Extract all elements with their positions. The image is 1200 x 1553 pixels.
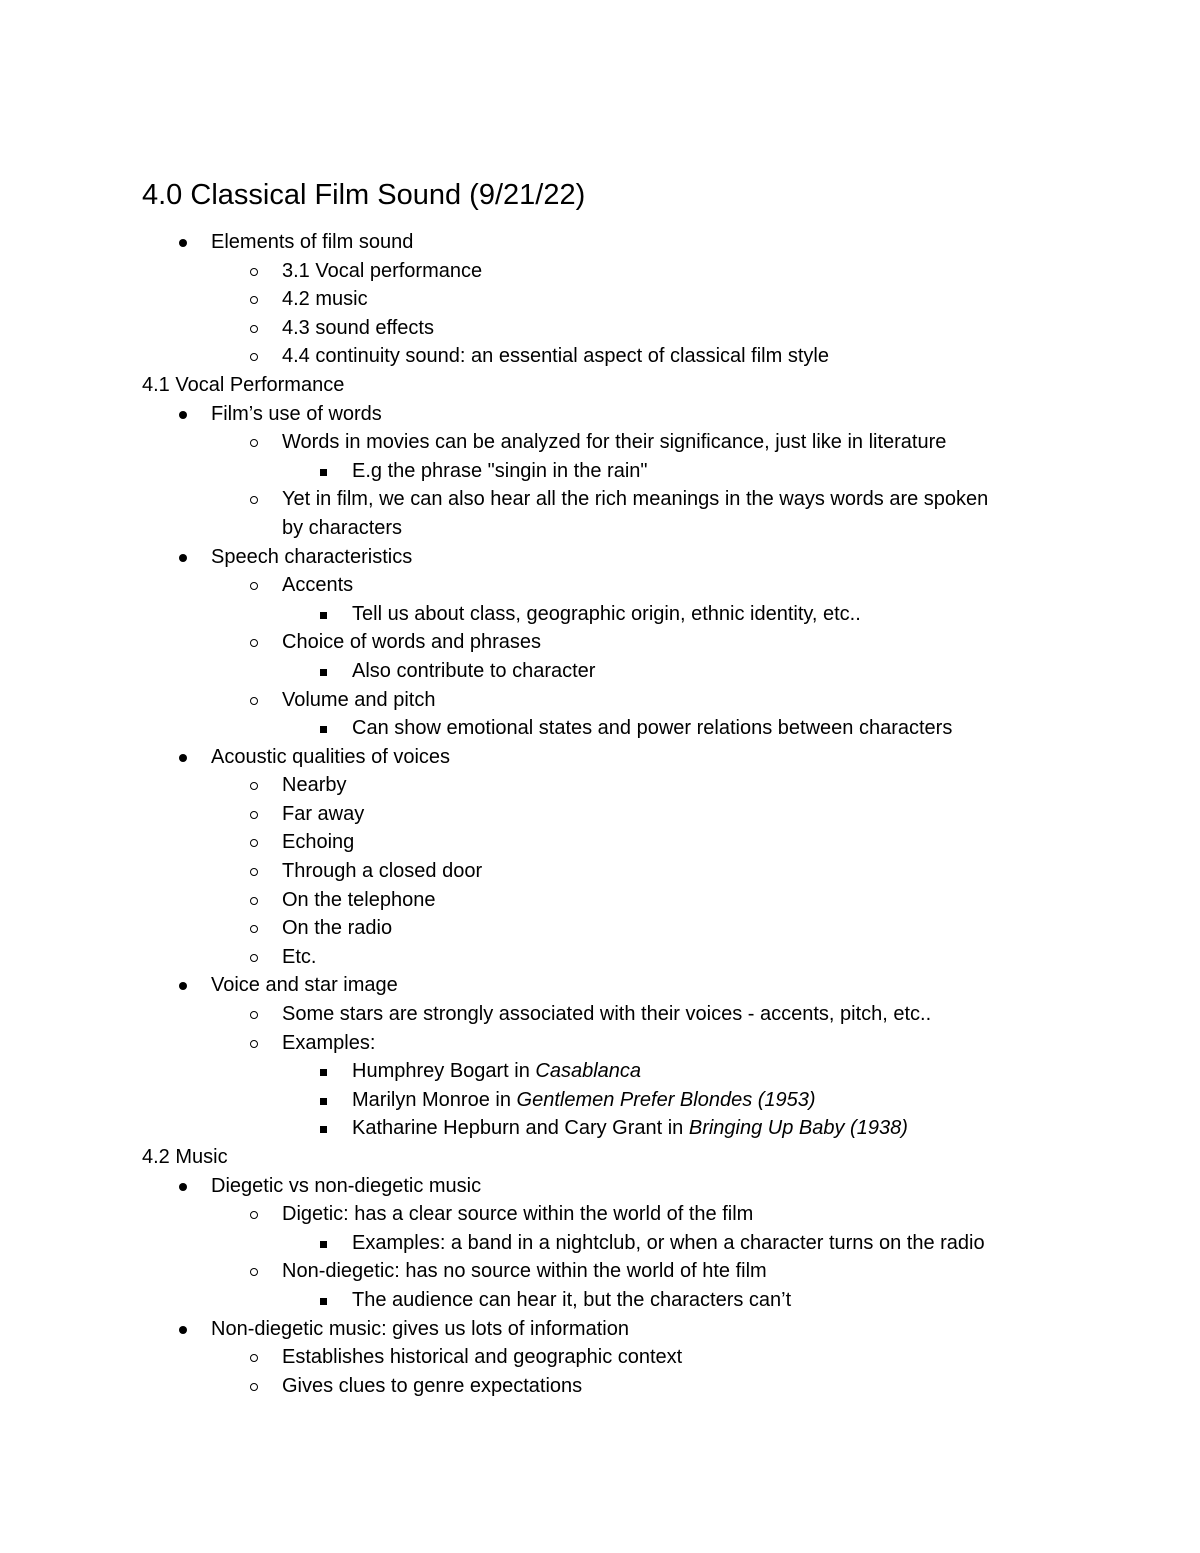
list-item-text bbox=[282, 628, 541, 657]
list-item bbox=[0, 400, 1200, 429]
list-item bbox=[0, 543, 1200, 572]
disc-bullet-icon bbox=[177, 543, 191, 572]
list-item bbox=[0, 743, 1200, 772]
square-bullet-icon bbox=[318, 1286, 332, 1315]
list-item-text bbox=[211, 543, 412, 572]
item-text: Establishes historical and geographic context bbox=[282, 1346, 683, 1369]
list-item-text bbox=[282, 1372, 582, 1401]
list-item bbox=[0, 257, 1200, 286]
list-item bbox=[0, 657, 1200, 686]
list-item-text bbox=[282, 285, 368, 314]
notes-outline bbox=[0, 228, 1200, 1400]
list-item bbox=[0, 1343, 1200, 1372]
list-item-text bbox=[282, 571, 353, 600]
item-text: Speech characteristics bbox=[211, 545, 413, 568]
item-text: Echoing bbox=[282, 831, 355, 854]
circle-bullet-icon bbox=[248, 1372, 262, 1401]
list-item-text bbox=[211, 228, 413, 257]
list-item bbox=[0, 1372, 1200, 1401]
list-item bbox=[0, 1057, 1200, 1086]
circle-bullet-icon bbox=[248, 257, 262, 286]
list-item-text bbox=[282, 514, 402, 543]
item-text: Acoustic qualities of voices bbox=[211, 745, 451, 768]
item-text: Marilyn Monroe in bbox=[352, 1088, 517, 1111]
list-item-continuation bbox=[0, 514, 1200, 543]
list-item bbox=[0, 800, 1200, 829]
disc-bullet-icon bbox=[177, 1315, 191, 1344]
circle-bullet-icon bbox=[248, 628, 262, 657]
list-item bbox=[0, 285, 1200, 314]
list-item bbox=[0, 457, 1200, 486]
list-item-text bbox=[282, 1000, 931, 1029]
list-item bbox=[0, 943, 1200, 972]
item-text: E.g the phrase "singin in the rain" bbox=[352, 459, 648, 482]
square-bullet-icon bbox=[318, 657, 332, 686]
list-item-text bbox=[352, 600, 861, 629]
list-item-text bbox=[282, 914, 392, 943]
circle-bullet-icon bbox=[248, 428, 262, 457]
list-item bbox=[0, 485, 1200, 514]
square-bullet-icon bbox=[318, 457, 332, 486]
square-bullet-icon bbox=[318, 1057, 332, 1086]
list-item bbox=[0, 1000, 1200, 1029]
list-item-text bbox=[282, 314, 434, 343]
list-item-text bbox=[282, 485, 988, 514]
circle-bullet-icon bbox=[248, 943, 262, 972]
list-item bbox=[0, 857, 1200, 886]
circle-bullet-icon bbox=[248, 828, 262, 857]
square-bullet-icon bbox=[318, 600, 332, 629]
list-item bbox=[0, 686, 1200, 715]
list-item-text bbox=[282, 943, 316, 972]
list-item-text bbox=[211, 971, 398, 1000]
item-text: Volume and pitch bbox=[282, 688, 436, 711]
disc-bullet-icon bbox=[177, 971, 191, 1000]
list-item bbox=[0, 886, 1200, 915]
item-text: 4.4 continuity sound: an essential aspect of classical film style bbox=[282, 345, 829, 368]
circle-bullet-icon bbox=[248, 1343, 262, 1372]
list-item bbox=[0, 1286, 1200, 1315]
square-bullet-icon bbox=[318, 1114, 332, 1143]
item-text: On the telephone bbox=[282, 888, 436, 911]
item-text: Also contribute to character bbox=[352, 659, 596, 682]
circle-bullet-icon bbox=[248, 1029, 262, 1058]
list-item-text bbox=[352, 714, 952, 743]
list-item bbox=[0, 628, 1200, 657]
list-item bbox=[0, 828, 1200, 857]
square-bullet-icon bbox=[318, 714, 332, 743]
circle-bullet-icon bbox=[248, 1000, 262, 1029]
item-text: Non-diegetic: has no source within the world of hte film bbox=[282, 1260, 767, 1283]
list-item bbox=[0, 342, 1200, 371]
disc-bullet-icon bbox=[177, 228, 191, 257]
list-item bbox=[0, 571, 1200, 600]
circle-bullet-icon bbox=[248, 771, 262, 800]
item-text: Etc. bbox=[282, 945, 317, 968]
square-bullet-icon bbox=[318, 1229, 332, 1258]
list-item bbox=[0, 1257, 1200, 1286]
list-item bbox=[0, 1029, 1200, 1058]
item-text: Humphrey Bogart in bbox=[352, 1060, 536, 1083]
disc-bullet-icon bbox=[177, 400, 191, 429]
list-item-text bbox=[211, 1172, 481, 1201]
list-item-text bbox=[282, 800, 364, 829]
list-item bbox=[0, 971, 1200, 1000]
list-item bbox=[0, 1229, 1200, 1258]
item-text: Through a closed door bbox=[282, 860, 483, 883]
item-italic-title: Casablanca bbox=[535, 1060, 642, 1083]
list-item-text bbox=[282, 1029, 375, 1058]
list-item bbox=[0, 1086, 1200, 1115]
item-text: 4.3 sound effects bbox=[282, 316, 434, 339]
item-text: 4.2 music bbox=[282, 288, 368, 311]
circle-bullet-icon bbox=[248, 285, 262, 314]
list-item bbox=[0, 600, 1200, 629]
item-text: 4.2 Music bbox=[142, 1146, 228, 1168]
item-text: The audience can hear it, but the characters can’t bbox=[352, 1288, 792, 1311]
list-item-text bbox=[211, 743, 450, 772]
item-text: Digetic: has a clear source within the world of the film bbox=[282, 1203, 754, 1226]
list-item bbox=[0, 228, 1200, 257]
item-italic-title: Gentlemen Prefer Blondes (1953) bbox=[516, 1088, 816, 1111]
circle-bullet-icon bbox=[248, 485, 262, 514]
square-bullet-icon bbox=[318, 1086, 332, 1115]
list-item-text bbox=[282, 428, 946, 457]
list-item bbox=[0, 314, 1200, 343]
list-item-text bbox=[282, 257, 482, 286]
item-text: by characters bbox=[282, 516, 403, 539]
list-item bbox=[0, 1315, 1200, 1344]
item-text: Diegetic vs non-diegetic music bbox=[211, 1174, 482, 1197]
list-item bbox=[0, 428, 1200, 457]
circle-bullet-icon bbox=[248, 1257, 262, 1286]
list-item-text bbox=[352, 1286, 791, 1315]
list-item-text bbox=[282, 771, 346, 800]
list-item bbox=[0, 1114, 1200, 1143]
item-text: Choice of words and phrases bbox=[282, 631, 542, 654]
item-text: Words in movies can be analyzed for their significance, just like in literature bbox=[282, 431, 947, 454]
item-text: Tell us about class, geographic origin, ethnic identity, etc.. bbox=[352, 602, 861, 625]
page-title: 4.0 Classical Film Sound (9/21/22) bbox=[142, 179, 586, 211]
list-item-text bbox=[142, 1143, 228, 1172]
item-text: Some stars are strongly associated with their voices - accents, pitch, etc.. bbox=[282, 1003, 932, 1026]
list-item bbox=[0, 771, 1200, 800]
item-text: 3.1 Vocal performance bbox=[282, 259, 483, 282]
list-item-text bbox=[352, 1086, 816, 1115]
circle-bullet-icon bbox=[248, 886, 262, 915]
list-item-text bbox=[282, 1343, 682, 1372]
item-text: On the radio bbox=[282, 917, 393, 940]
list-item-text bbox=[352, 1057, 641, 1086]
disc-bullet-icon bbox=[177, 743, 191, 772]
item-text: Examples: bbox=[282, 1031, 376, 1054]
list-item bbox=[0, 1172, 1200, 1201]
section-heading bbox=[0, 371, 1200, 400]
disc-bullet-icon bbox=[177, 1172, 191, 1201]
item-text: Gives clues to genre expectations bbox=[282, 1374, 583, 1397]
list-item-text bbox=[142, 371, 344, 400]
item-text: Yet in film, we can also hear all the rich meanings in the ways words are spoken bbox=[282, 488, 989, 511]
circle-bullet-icon bbox=[248, 571, 262, 600]
item-text: Nearby bbox=[282, 774, 347, 797]
circle-bullet-icon bbox=[248, 686, 262, 715]
circle-bullet-icon bbox=[248, 914, 262, 943]
item-text: Katharine Hepburn and Cary Grant in bbox=[352, 1117, 689, 1140]
item-text: 4.1 Vocal Performance bbox=[142, 373, 345, 396]
circle-bullet-icon bbox=[248, 857, 262, 886]
list-item-text bbox=[282, 886, 435, 915]
circle-bullet-icon bbox=[248, 314, 262, 343]
list-item-text bbox=[282, 1200, 753, 1229]
item-text: Voice and star image bbox=[211, 974, 398, 997]
list-item-text bbox=[282, 686, 435, 715]
list-item-text bbox=[282, 857, 482, 886]
item-text: Elements of film sound bbox=[211, 231, 414, 253]
item-text: Can show emotional states and power relations between characters bbox=[352, 717, 953, 740]
list-item-text bbox=[282, 342, 829, 371]
list-item-text bbox=[211, 400, 382, 429]
item-text: Non-diegetic music: gives us lots of information bbox=[211, 1317, 629, 1340]
list-item-text bbox=[352, 457, 648, 486]
section-heading bbox=[0, 1143, 1200, 1172]
item-text: Film’s use of words bbox=[211, 402, 382, 425]
item-text: Accents bbox=[282, 574, 354, 597]
list-item bbox=[0, 714, 1200, 743]
list-item-text bbox=[352, 1229, 985, 1258]
list-item-text bbox=[282, 1257, 767, 1286]
circle-bullet-icon bbox=[248, 800, 262, 829]
list-item-text bbox=[211, 1315, 629, 1344]
item-text: Examples: a band in a nightclub, or when a character turns on the radio bbox=[352, 1231, 985, 1254]
item-text: Far away bbox=[282, 802, 365, 825]
item-italic-title: Bringing Up Baby (1938) bbox=[688, 1117, 908, 1140]
circle-bullet-icon bbox=[248, 1200, 262, 1229]
list-item-text bbox=[352, 657, 595, 686]
list-item-text bbox=[282, 828, 354, 857]
list-item bbox=[0, 1200, 1200, 1229]
list-item-text bbox=[352, 1114, 908, 1143]
list-item bbox=[0, 914, 1200, 943]
circle-bullet-icon bbox=[248, 342, 262, 371]
